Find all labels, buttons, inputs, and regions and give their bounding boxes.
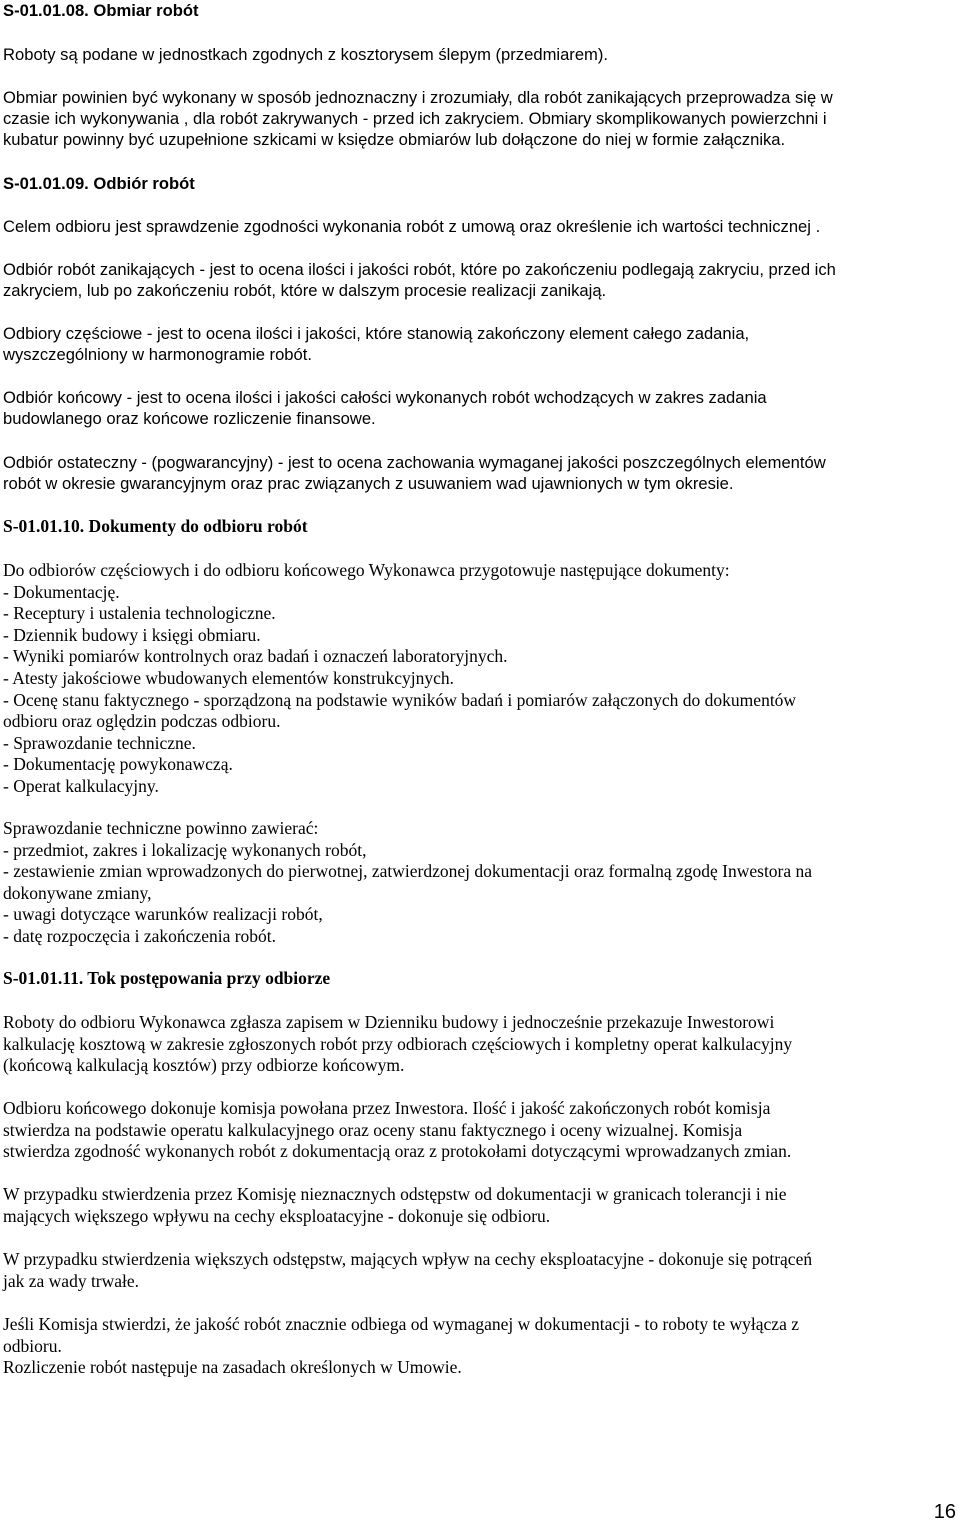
list-item: - Operat kalkulacyjny. bbox=[3, 775, 159, 796]
list-item: - Receptury i ustalenia technologiczne. bbox=[3, 603, 276, 624]
text-line: Do odbiorów częściowych i do odbioru końcowego Wykonawca przygotowuje następujące dokumenty: bbox=[3, 560, 730, 580]
text-line: Roboty do odbioru Wykonawca zgłasza zapisem w Dzienniku budowy i jednocześnie przekazuje Inwestorowi bbox=[3, 1012, 775, 1032]
section-11-paragraph-3 bbox=[3, 1184, 958, 1227]
section-11-paragraph-2 bbox=[3, 1098, 958, 1163]
list-item: - Dokumentację powykonawczą. bbox=[3, 754, 233, 775]
list-item: - Sprawozdanie techniczne. bbox=[3, 732, 196, 753]
list-item: - Dziennik budowy i księgi obmiaru. bbox=[3, 624, 261, 645]
list-item: - zestawienie zmian wprowadzonych do pierwotnej, zatwierdzonej dokumentacji oraz formalną zgodę Inwestora na bbox=[3, 861, 813, 882]
section-09-intro: Celem odbioru jest sprawdzenie zgodności wykonania robót z umową oraz określenie ich wartości technicznej . bbox=[3, 217, 821, 236]
text-line: Sprawozdanie techniczne powinno zawierać: bbox=[3, 818, 319, 838]
list-item: - Dokumentację. bbox=[3, 581, 120, 602]
list-item: - Wyniki pomiarów kontrolnych oraz badań i oznaczeń laboratoryjnych. bbox=[3, 646, 508, 667]
text-line: odbioru. bbox=[3, 1335, 62, 1356]
section-10-heading: S-01.01.10. Dokumenty do odbioru robót bbox=[3, 516, 308, 536]
section-09-paragraph-4 bbox=[3, 452, 958, 494]
section-08-paragraph-1: Roboty są podane w jednostkach zgodnych z kosztorysem ślepym (przedmiarem). bbox=[3, 45, 609, 64]
text-line: Odbiór końcowy - jest to ocena ilości i jakości całości wykonanych robót wchodzących w zakres zadania bbox=[3, 388, 767, 407]
text-line: W przypadku stwierdzenia przez Komisję nieznacznych odstępstw od dokumentacji w granicach tolerancji i nie bbox=[3, 1184, 787, 1204]
list-item: - Ocenę stanu faktycznego - sporządzoną na podstawie wyników badań i pomiarów załączonych do dokumentów bbox=[3, 689, 797, 710]
text-line: Odbiór ostateczny - (pogwarancyjny) - jest to ocena zachowania wymaganej jakości poszczególnych elementów bbox=[3, 453, 826, 472]
text-line: Obmiar powinien być wykonany w sposób jednoznaczny i zrozumiały, dla robót zanikających przeprowadza się w bbox=[3, 88, 833, 107]
list-item: - Atesty jakościowe wbudowanych elementów konstrukcyjnych. bbox=[3, 667, 455, 688]
text-line: mających większego wpływu na cechy eksploatacyjne - dokonuje się odbioru. bbox=[3, 1205, 551, 1226]
section-09-heading: S-01.01.09. Odbiór robót bbox=[3, 174, 195, 193]
section-08-heading: S-01.01.08. Obmiar robót bbox=[3, 1, 199, 20]
text-line: Jeśli Komisja stwierdzi, że jakość robót znacznie odbiega od wymaganej w dokumentacji - to roboty te wyłącza z bbox=[3, 1314, 799, 1334]
section-10-documents-list bbox=[3, 560, 958, 798]
text-line: jak za wady trwałe. bbox=[3, 1270, 140, 1291]
text-line: Odbioru końcowego dokonuje komisja powołana przez Inwestora. Ilość i jakość zakończonych robót komisja bbox=[3, 1098, 771, 1118]
text-line: Odbiory częściowe - jest to ocena ilości i jakości, które stanowią zakończony element całego zadania, bbox=[3, 324, 750, 343]
list-item: dokonywane zmiany, bbox=[3, 882, 152, 903]
text-line: Rozliczenie robót następuje na zasadach określonych w Umowie. bbox=[3, 1357, 462, 1378]
section-11-heading: S-01.01.11. Tok postępowania przy odbiorze bbox=[3, 968, 331, 988]
section-10-report-contents bbox=[3, 818, 958, 948]
text-line: kubatur powinny być uzupełnione szkicami w księdze obmiarów lub dołączone do niej w formie załącznika. bbox=[3, 130, 786, 149]
section-11-paragraph-1 bbox=[3, 1012, 958, 1077]
text-line: czasie ich wykonywania , dla robót zakrywanych - przed ich zakryciem. Obmiary skomplikowanych powierzchni i bbox=[3, 109, 827, 128]
text-line: robót w okresie gwarancyjnym oraz prac związanych z usuwaniem wad ujawnionych w tym okresie. bbox=[3, 474, 734, 493]
list-item: - przedmiot, zakres i lokalizację wykonanych robót, bbox=[3, 839, 367, 860]
text-line: kalkulację kosztową w zakresie zgłoszonych robót przy odbiorach częściowych i kompletny operat kalkulacyjny bbox=[3, 1033, 793, 1054]
list-item: - uwagi dotyczące warunków realizacji robót, bbox=[3, 904, 323, 925]
text-line: zakryciem, lub po zakończeniu robót, które w dalszym procesie realizacji zanikają. bbox=[3, 281, 607, 300]
section-09-paragraph-3 bbox=[3, 387, 958, 429]
text-line: stwierdza na podstawie operatu kalkulacyjnego oraz oceny stanu faktycznego i oceny wizualnej. Komisja bbox=[3, 1119, 743, 1140]
section-11-paragraph-4 bbox=[3, 1249, 958, 1292]
text-line: (końcową kalkulacją kosztów) przy odbiorze końcowym. bbox=[3, 1055, 405, 1076]
list-item: odbioru oraz oględzin podczas odbioru. bbox=[3, 711, 281, 732]
section-09-paragraph-2 bbox=[3, 323, 958, 365]
section-08-paragraph-2 bbox=[3, 87, 958, 150]
text-line: stwierdza zgodność wykonanych robót z dokumentacją oraz z protokołami dotyczącymi wprowadzanych zmian. bbox=[3, 1141, 792, 1162]
text-line: Odbiór robót zanikających - jest to ocena ilości i jakości robót, które po zakończeniu podlegają zakryciu, przed ich bbox=[3, 260, 836, 279]
section-09-paragraph-1 bbox=[3, 259, 958, 301]
list-item: - datę rozpoczęcia i zakończenia robót. bbox=[3, 925, 277, 946]
text-line: budowlanego oraz końcowe rozliczenie finansowe. bbox=[3, 409, 376, 428]
text-line: wyszczególniony w harmonogramie robót. bbox=[3, 345, 312, 364]
text-line: W przypadku stwierdzenia większych odstępstw, mających wpływ na cechy eksploatacyjne - dokonuje się potrąceń bbox=[3, 1249, 813, 1269]
page-number: 16 bbox=[933, 1501, 956, 1523]
section-11-paragraph-5 bbox=[3, 1314, 958, 1379]
